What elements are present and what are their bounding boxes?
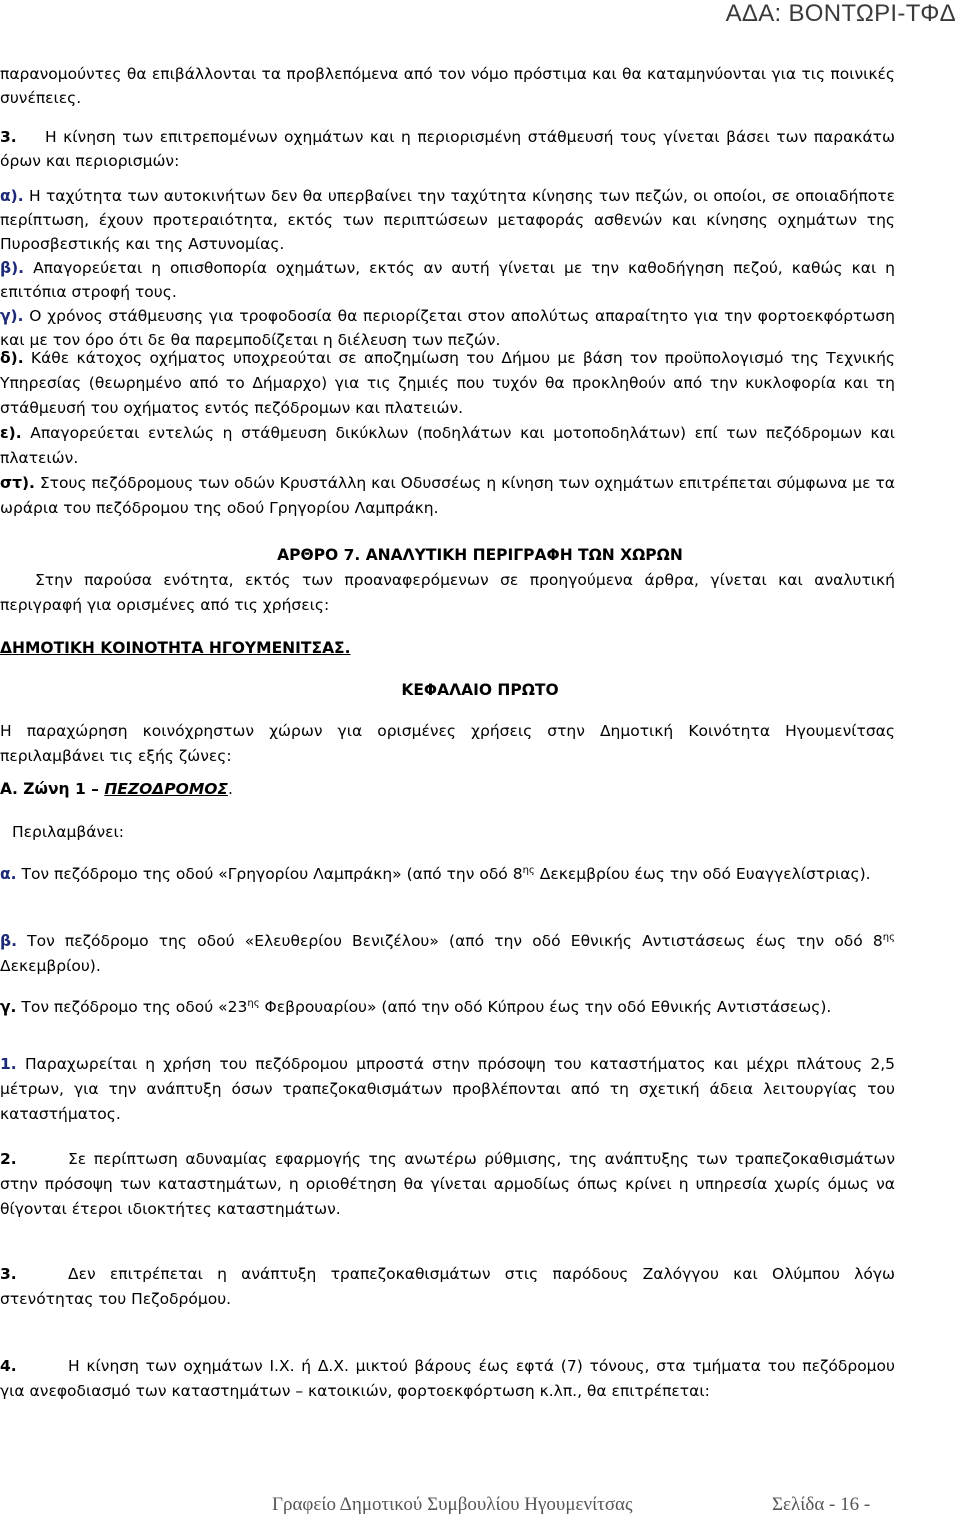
- zone-suffix: .: [228, 780, 233, 798]
- intro-text: παρανομούντες θα επιβάλλονται τα προβλεπόμενα από τον νόμο πρόστιμα και θα καταμηνύονται για τις ποινικές συνέπειες.: [0, 65, 895, 107]
- condition-d-label: δ).: [0, 349, 24, 367]
- condition-item-a: [0, 184, 895, 256]
- conditions-list: [0, 184, 895, 352]
- rule-3-text: Δεν επιτρέπεται η ανάπτυξη τραπεζοκαθισμάτων στις παρόδους Ζαλόγγου και Ολύμπου λόγω στενότητας του Πεζοδρόμου.: [0, 1265, 895, 1308]
- street-item-a: [0, 862, 895, 887]
- condition-item-b: [0, 256, 895, 304]
- document-ada-code: ΑΔΑ: ΒΟΝΤΩΡΙ-ΤΦΔ: [725, 0, 956, 27]
- street-c-label: γ.: [0, 998, 17, 1016]
- conditions-list-2: [0, 346, 895, 521]
- paragraph-3: [0, 125, 895, 173]
- rule-3-number: 3.: [0, 1265, 17, 1283]
- street-item-b: [0, 929, 895, 979]
- street-b-text-end: Δεκεμβρίου).: [0, 957, 101, 975]
- condition-b-label: β).: [0, 259, 25, 277]
- street-b-superscript: ης: [882, 932, 895, 943]
- article-7-intro-text: Στην παρούσα ενότητα, εκτός των προαναφερόμενων σε προηγούμενα άρθρα, γίνεται και αναλυτική περιγραφή για ορισμένες από τις χρήσεις:: [0, 571, 895, 614]
- footer-office-name: Γραφείο Δημοτικού Συμβουλίου Ηγουμενίτσας: [272, 1494, 633, 1515]
- condition-a-label: α).: [0, 187, 24, 205]
- street-a-label: α.: [0, 865, 17, 883]
- rule-2: [0, 1147, 895, 1222]
- condition-st-text: Στους πεζόδρομους των οδών Κρυστάλλη και Οδυσσέως η κίνηση των οχημάτων επιτρέπεται σύμφωνα με τα ωράρια του πεζόδρομου της οδού Γρηγορίου Λαμπράκη.: [0, 474, 895, 517]
- zone-heading: [0, 777, 895, 801]
- street-c-text-end: Φεβρουαρίου» (από την οδό Κύπρου έως την οδό Εθνικής Αντιστάσεως).: [259, 998, 832, 1016]
- condition-c-text: Ο χρόνος στάθμευσης για τροφοδοσία θα περιορίζεται στον απολύτως απαραίτητο για την φορτοεκφόρτωση και με τον όρο ότι δε θα παρεμποδίζεται η διέλευση των πεζών.: [0, 307, 895, 349]
- street-a-superscript: ης: [522, 865, 535, 876]
- intro-paragraph: [0, 62, 895, 110]
- condition-c-label: γ).: [0, 307, 24, 325]
- paragraph-3-text: Η κίνηση των επιτρεπομένων οχημάτων και η περιορισμένη στάθμευσή τους γίνεται βάσει των παρακάτω όρων και περιορισμών:: [0, 128, 895, 170]
- article-7-title: ΑΡΘΡΟ 7. ΑΝΑΛΥΤΙΚΗ ΠΕΡΙΓΡΑΦΗ ΤΩΝ ΧΩΡΩΝ: [277, 546, 683, 564]
- includes-label: Περιλαμβάνει:: [12, 823, 124, 841]
- chapter-heading: ΚΕΦΑΛΑΙΟ ΠΡΩΤΟ: [401, 681, 559, 699]
- condition-item-d: [0, 346, 895, 421]
- condition-item-c: [0, 304, 895, 352]
- condition-item-e: [0, 421, 895, 471]
- rule-1: [0, 1052, 895, 1127]
- condition-d-text: Κάθε κάτοχος οχήματος υποχρεούται σε αποζημίωση του Δήμου με βάση τον προϋπολογισμό της Τεχνικής Υπηρεσίας (θεωρημένο από το Δήμαρχο) για τις ζημιές που τυχόν θα προκληθούν από την κυκλοφορία και τη στάθμευσή του οχήματος εντός πεζόδρομων και πλατειών.: [0, 349, 895, 417]
- rule-2-text: Σε περίπτωση αδυναμίας εφαρμογής της ανωτέρω ρύθμισης, της ανάπτυξης των τραπεζοκαθισμάτων στην πρόσοψη των καταστημάτων, η οριοθέτηση θα γίνεται αρμοδίως όπως κρίνει η υπηρεσία χωρίς όμως να θίγονται έτεροι ιδιοκτήτες καταστημάτων.: [0, 1150, 895, 1218]
- rule-4-text: Η κίνηση των οχημάτων Ι.Χ. ή Δ.Χ. μικτού βάρους έως εφτά (7) τόνους, στα τμήματα του πεζόδρομου για ανεφοδιασμό των καταστημάτων – κατοικιών, φορτοεκφόρτωση κ.λπ., θα επιτρέπεται:: [0, 1357, 895, 1400]
- street-b-text-start: Τον πεζόδρομο της οδού «Ελευθερίου Βενιζέλου» (από την οδό Εθνικής Αντιστάσεως έως την οδό 8: [27, 932, 883, 950]
- rule-4: [0, 1354, 895, 1404]
- paragraph-3-number: 3.: [0, 128, 17, 146]
- street-a-text-start: Τον πεζόδρομο της οδού «Γρηγορίου Λαμπράκη» (από την οδό 8: [21, 865, 523, 883]
- rule-3: [0, 1262, 895, 1312]
- street-b-label: β.: [0, 932, 17, 950]
- community-heading: ΔΗΜΟΤΙΚΗ ΚΟΙΝΟΤΗΤΑ ΗΓΟΥΜΕΝΙΤΣΑΣ.: [0, 639, 351, 657]
- condition-b-text: Απαγορεύεται η οπισθοπορία οχημάτων, εκτός αν αυτή γίνεται με την καθοδήγηση πεζού, καθώς και η επιτόπια στροφή τους.: [0, 259, 895, 301]
- condition-e-text: Απαγορεύεται εντελώς η στάθμευση δικύκλων (ποδηλάτων και μοτοποδηλάτων) επί των πεζόδρομων και πλατειών.: [0, 424, 895, 467]
- zone-prefix: Α. Ζώνη 1 –: [0, 780, 105, 798]
- rule-1-text: Παραχωρείται η χρήση του πεζόδρομου μπροστά στην πρόσοψη του καταστήματος και μέχρι πλάτους 2,5 μέτρων, για την ανάπτυξη όσων τραπεζοκαθισμάτων προβλέπονται από τη σχετική άδεια λειτουργίας του καταστήματος.: [0, 1055, 895, 1123]
- street-a-text-end: Δεκεμβρίου έως την οδό Ευαγγελίστριας).: [534, 865, 871, 883]
- condition-e-label: ε).: [0, 424, 22, 442]
- street-item-c: [0, 995, 895, 1020]
- condition-st-label: στ).: [0, 474, 35, 492]
- condition-a-text: Η ταχύτητα των αυτοκινήτων δεν θα υπερβαίνει την ταχύτητα κίνησης των πεζών, οι οποίοι, σε οποιαδήποτε περίπτωση, έχουν προτεραιότητα, εκτός των περιπτώσεων μεταφοράς ασθενών και κίνησης οχημάτων της Πυροσβεστικής και της Αστυνομίας.: [0, 187, 895, 253]
- rule-1-number: 1.: [0, 1055, 17, 1073]
- street-c-superscript: ης: [247, 998, 260, 1009]
- street-c-text-start: Τον πεζόδρομο της οδού «23: [21, 998, 248, 1016]
- condition-item-st: [0, 471, 895, 521]
- article-7-intro: [0, 568, 895, 618]
- rule-4-number: 4.: [0, 1357, 17, 1375]
- concession-paragraph: Η παραχώρηση κοινόχρηστων χώρων για ορισμένες χρήσεις στην Δημοτική Κοινότητα Ηγουμενίτσας περιλαμβάνει τις εξής ζώνες:: [0, 722, 895, 765]
- zone-name: ΠΕΖΟΔΡΟΜΟΣ: [104, 780, 229, 798]
- rule-2-number: 2.: [0, 1150, 17, 1168]
- footer-page-number: Σελίδα - 16 -: [772, 1494, 871, 1515]
